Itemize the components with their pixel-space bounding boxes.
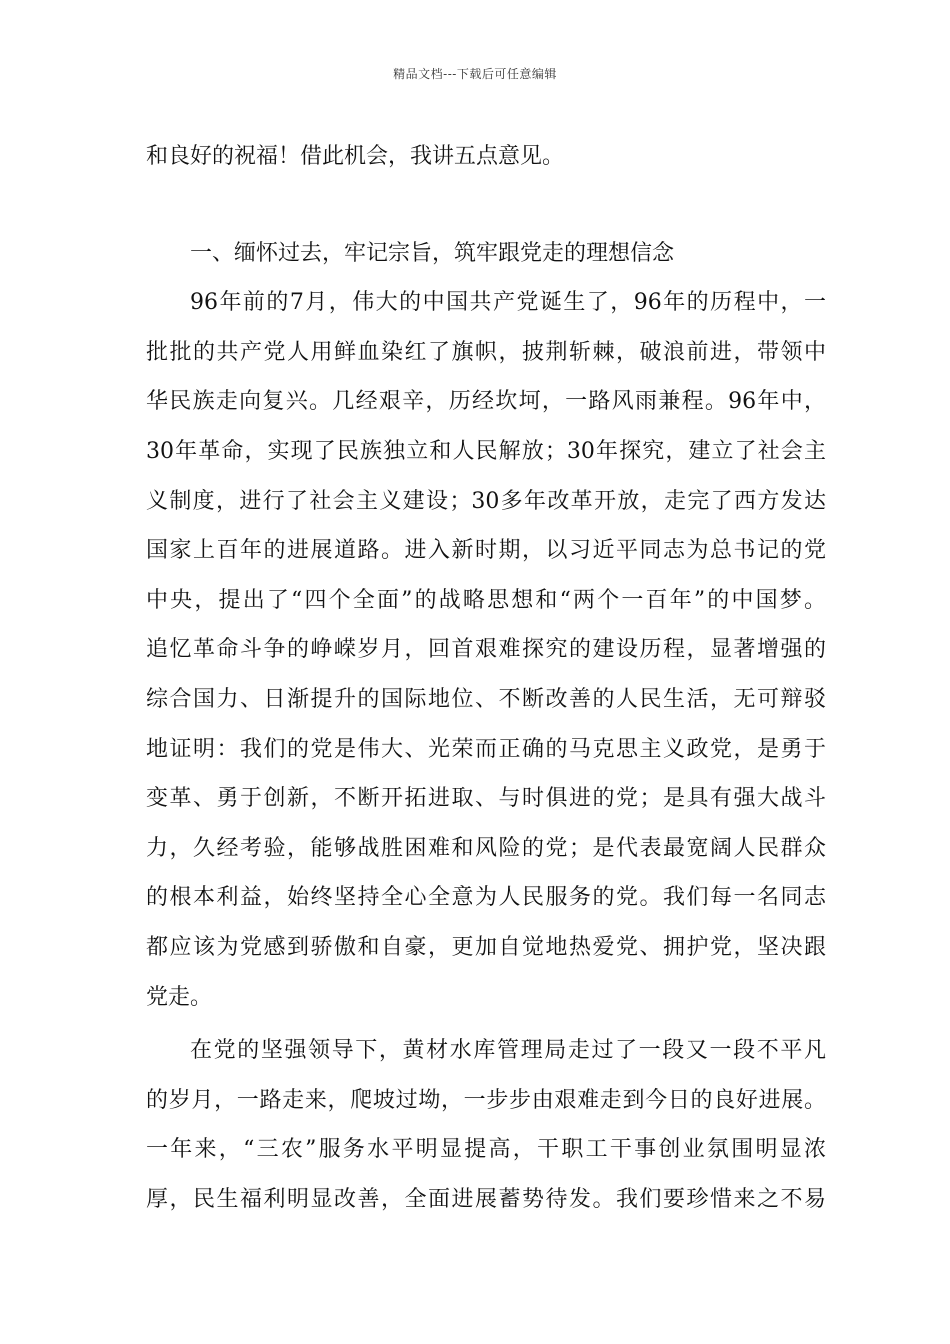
paragraph-2: [146, 1026, 826, 1224]
paragraph-line: 国家上百年的进展道路。进入新时期，以习近平同志为总书记的党: [146, 538, 826, 564]
paragraph-line: 厚，民生福利明显改善，全面进展蓄势待发。我们要珍惜来之不易: [146, 1186, 826, 1212]
paragraph-spacer: [146, 182, 826, 229]
paragraph-line: 华民族走向复兴。几经艰辛，历经坎坷，一路风雨兼程。96年中，: [146, 389, 826, 415]
page-header: 精品文档---下载后可任意编辑: [393, 67, 557, 81]
intro-line: 和良好的祝福！借此机会，我讲五点意见。: [146, 144, 565, 169]
paragraph-1: [146, 278, 826, 1022]
paragraph-line: 党走。: [146, 984, 213, 1010]
paragraph-line: 一年来，“三农”服务水平明显提高，干职工干事创业氛围明显浓: [146, 1137, 826, 1163]
paragraph-line: 追忆革命斗争的峥嵘岁月，回首艰难探究的建设历程，显著增强的: [146, 637, 826, 663]
paragraph-line: 的岁月，一路走来，爬坡过坳，一步步由艰难走到今日的良好进展。: [146, 1087, 826, 1113]
paragraph-line: 都应该为党感到骄傲和自豪，更加自觉地热爱党、拥护党，坚决跟: [146, 934, 826, 960]
paragraph-line: 批批的共产党人用鲜血染红了旗帜，披荆斩棘，破浪前进，带领中: [146, 339, 826, 365]
paragraph-line: 中央，提出了“四个全面”的战略思想和“两个一百年”的中国梦。: [146, 587, 826, 613]
document-body: [146, 132, 826, 1224]
paragraph-line: 义制度，进行了社会主义建设；30多年改革开放，走完了西方发达: [146, 488, 826, 514]
paragraph-line: 综合国力、日渐提升的国际地位、不断改善的人民生活，无可辩驳: [146, 686, 826, 712]
paragraph-line: 的根本利益，始终坚持全心全意为人民服务的党。我们每一名同志: [146, 885, 826, 911]
paragraph-line: 96年前的7月，伟大的中国共产党诞生了，96年的历程中，一: [190, 290, 826, 316]
paragraph-line: 变革、勇于创新，不断开拓进取、与时俱进的党；是具有强大战斗: [146, 786, 826, 812]
paragraph-line: 30年革命，实现了民族独立和人民解放；30年探究，建立了社会主: [146, 438, 826, 464]
paragraph-line: 力，久经考验，能够战胜困难和风险的党；是代表最宽阔人民群众: [146, 835, 826, 861]
paragraph-line: 在党的坚强领导下，黄材水库管理局走过了一段又一段不平凡: [190, 1038, 826, 1064]
paragraph-line: 地证明：我们的党是伟大、光荣而正确的马克思主义政党，是勇于: [146, 736, 826, 762]
section-heading: 一、缅怀过去，牢记宗旨，筑牢跟党走的理想信念: [190, 240, 675, 266]
